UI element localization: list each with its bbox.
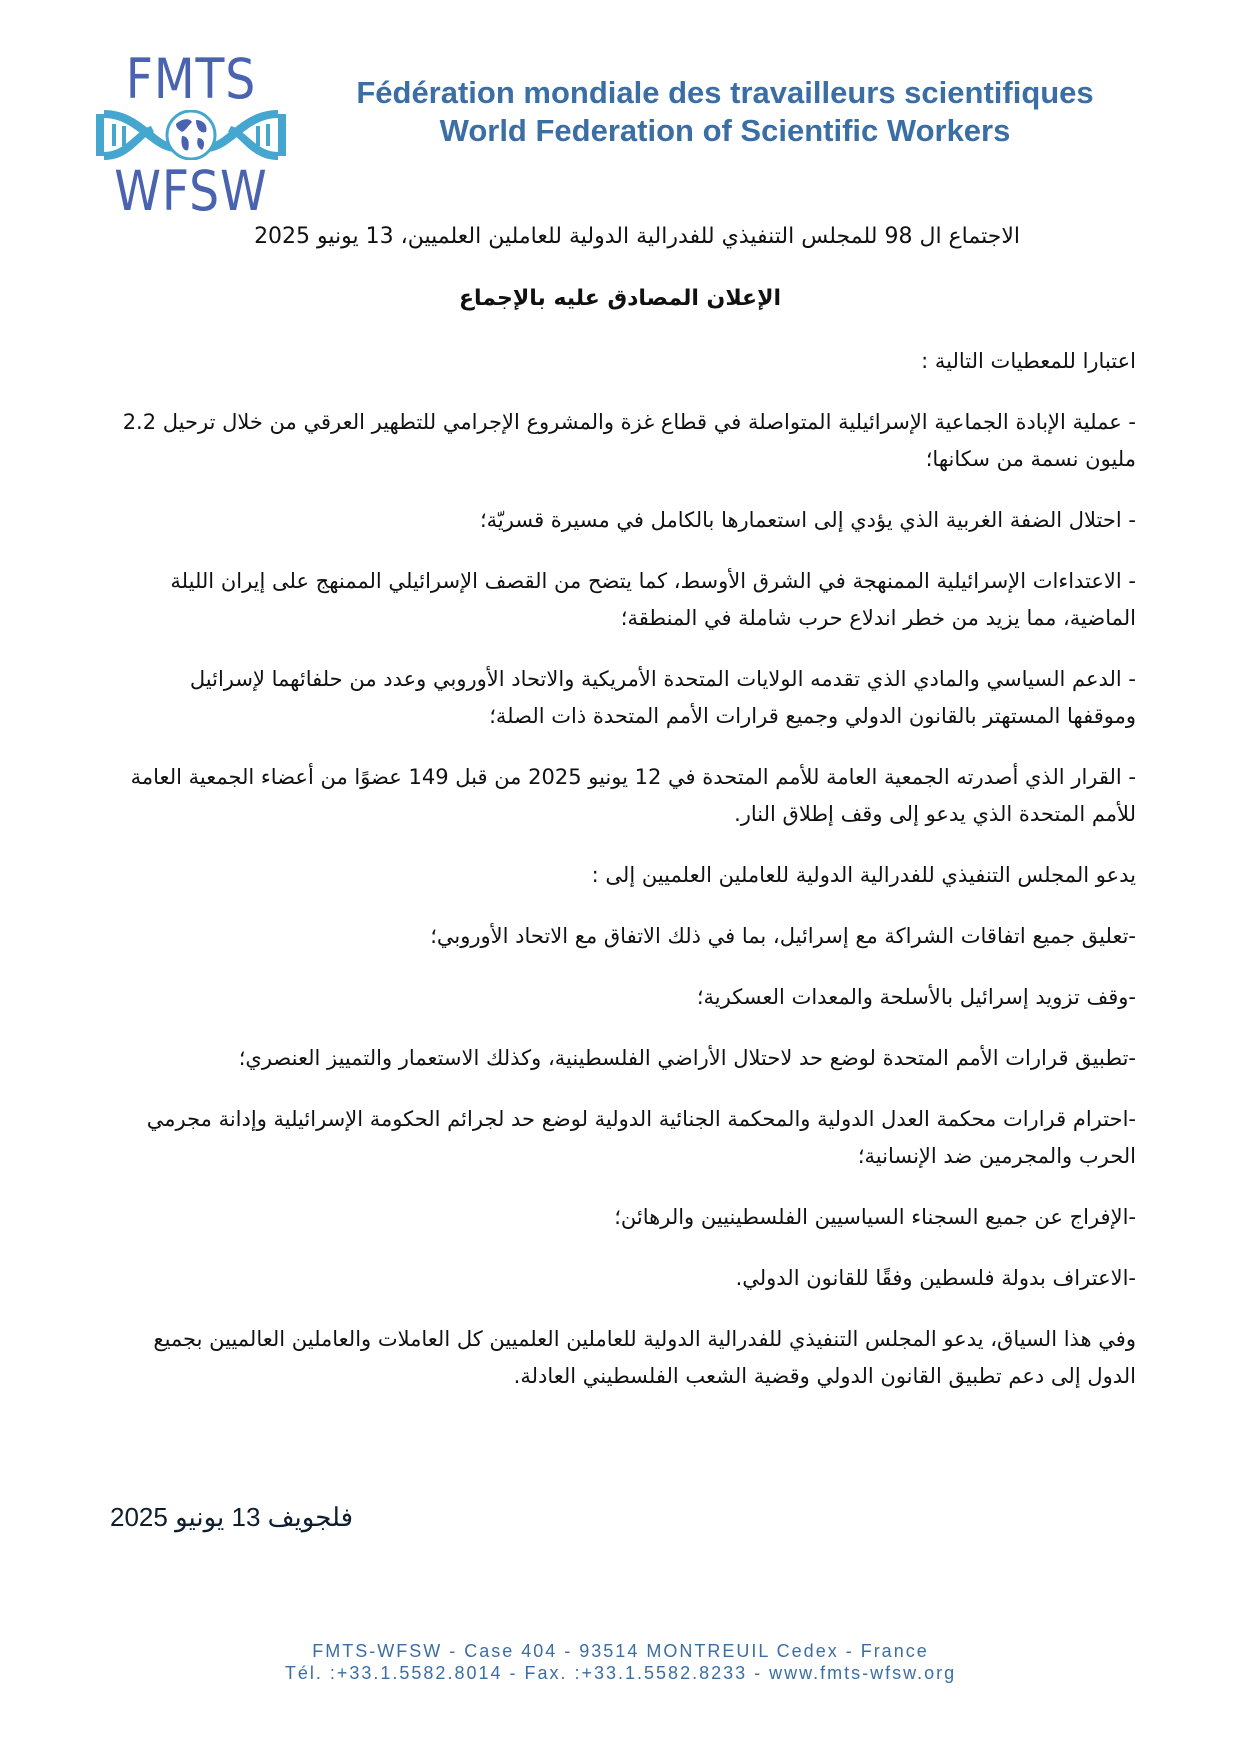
demand-release-prisoners: -الإفراج عن جميع السجناء السياسيين الفلسطينيين والرهائن؛ xyxy=(614,1205,1136,1229)
paragraph-calls-for: يدعو المجلس التنفيذي للفدرالية الدولية للعاملين العلميين إلى : xyxy=(591,863,1136,887)
demand-respect-courts: -احترام قرارات محكمة العدل الدولية والمحكمة الجنائية الدولية لوضع حد لجرائم الحكومة الإسرائيلية وإدانة مجرمي الحرب والمجرمين ضد الإنسانية؛ xyxy=(146,1107,1136,1168)
demand-suspend-agreements: -تعليق جميع اتفاقات الشراكة مع إسرائيل، بما في ذلك الاتفاق مع الاتحاد الأوروبي؛ xyxy=(430,924,1136,948)
footer-address: FMTS-WFSW - Case 404 - 93514 MONTREUIL Cedex - France xyxy=(312,1641,929,1661)
meeting-line: الاجتماع ال 98 للمجلس التنفيذي للفدرالية الدولية للعاملين العلميين، 13 يونيو 2025 xyxy=(254,224,1020,249)
paragraph-west-bank: - احتلال الضفة الغربية الذي يؤدي إلى استعمارها بالكامل في مسيرة قسريّة؛ xyxy=(479,508,1136,532)
paragraph-gaza: - عملية الإبادة الجماعية الإسرائيلية المتواصلة في قطاع غزة والمشروع الإجرامي للتطهير العرقي من خلال ترحيل 2.2 مليون نسمة من سكانها؛ xyxy=(122,410,1136,471)
declaration-title: الإعلان المصادق عليه بالإجماع xyxy=(459,286,781,311)
paragraph-aggressions: - الاعتداءات الإسرائيلية الممنهجة في الشرق الأوسط، كما يتضح من القصف الإسرائيلي الممنهج على إيران الليلة الماضية، مما يزيد من خطر اندلاع حرب شاملة في المنطقة؛ xyxy=(170,569,1136,630)
demand-apply-un-resolutions: -تطبيق قرارات الأمم المتحدة لوضع حد لاحتلال الأراضي الفلسطينية، وكذلك الاستعمار والتمييز العنصري؛ xyxy=(238,1046,1136,1070)
footer-contact: Tél. :+33.1.5582.8014 - Fax. :+33.1.5582.8233 - www.fmts-wfsw.org xyxy=(284,1663,957,1683)
logo-text-wfsw: WFSW xyxy=(114,159,268,223)
dna-globe-icon xyxy=(96,110,286,160)
demand-stop-arms: -وقف تزويد إسرائيل بالأسلحة والمعدات العسكرية؛ xyxy=(696,985,1136,1009)
org-name-english: World Federation of Scientific Workers xyxy=(439,113,1011,148)
fmts-wfsw-logo xyxy=(96,47,286,223)
declaration-body xyxy=(122,343,1136,1419)
paragraph-support: - الدعم السياسي والمادي الذي تقدمه الولايات المتحدة الأمريكية والاتحاد الأوروبي وعدد من حلفائهما لإسرائيل وموقفها المستهتر بالقانون الدولي وجميع قرارات الأمم المتحدة ذات الصلة؛ xyxy=(189,667,1136,728)
org-name-french: Fédération mondiale des travailleurs scientifiques xyxy=(356,75,1094,110)
signature-date: فلجويف 13 يونيو 2025 xyxy=(110,1502,354,1532)
demand-recognize-palestine: -الاعتراف بدولة فلسطين وفقًا للقانون الدولي. xyxy=(735,1266,1136,1290)
paragraph-intro: اعتبارا للمعطيات التالية : xyxy=(921,349,1136,373)
paragraph-conclusion: وفي هذا السياق، يدعو المجلس التنفيذي للفدرالية الدولية للعاملين العلميين كل العاملات والعاملين العالميين بجميع الدول إلى دعم تطبيق القانون الدولي وقضية الشعب الفلسطيني العادلة. xyxy=(153,1327,1136,1388)
paragraph-un-resolution: - القرار الذي أصدرته الجمعية العامة للأمم المتحدة في 12 يونيو 2025 من قبل 149 عضوًا من أعضاء الجمعية العامة للأمم المتحدة الذي يدعو إلى وقف إطلاق النار. xyxy=(130,765,1136,826)
logo-text-fmts: FMTS xyxy=(125,47,257,111)
